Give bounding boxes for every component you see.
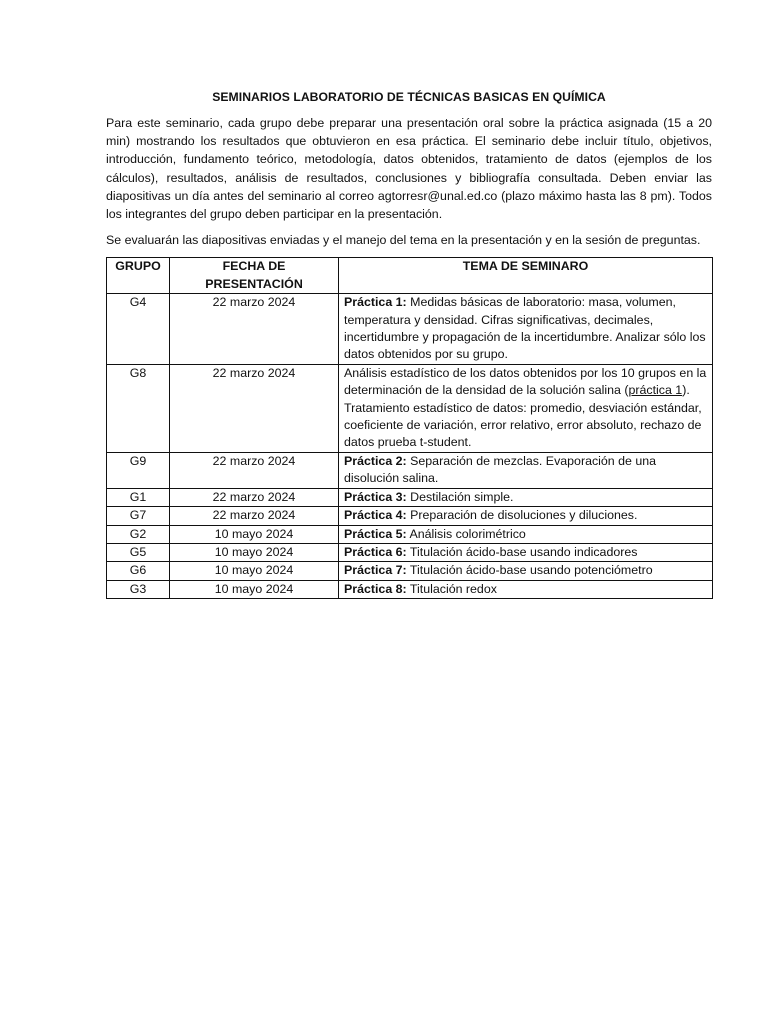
cell-tema [339,562,713,580]
table-row [107,294,713,365]
cell-grupo: G4 [107,294,170,365]
cell-fecha: 10 mayo 2024 [170,543,339,561]
table-row [107,507,713,525]
cell-tema [339,488,713,506]
document-title: SEMINARIOS LABORATORIO DE TÉCNICAS BASICAS EN QUÍMICA [212,90,606,104]
cell-tema [339,525,713,543]
practice-description: Preparación de disoluciones y diluciones. [406,508,638,523]
cell-fecha: 10 mayo 2024 [170,580,339,598]
instructions-paragraph: Para este seminario, cada grupo debe preparar una presentación oral sobre la práctica asignada (15 a 20 min) mostrando los resultados que obtuvieron en esa práctica. El seminario debe incluir título, objetivos, introducción, fundamento teórico, metodología, datos obtenidos, tratamiento de datos (ejemplos de los cálculos), resultados, análisis de resultados, conclusiones y bibliografía consultada. Deben enviar las diapositivas un día antes del seminario al correo agtorresr@unal.ed.co (plazo máximo hasta las 8 pm). Todos los integrantes del grupo deben participar en la presentación. [106,116,712,222]
cell-grupo: G6 [107,562,170,580]
table-row [107,580,713,598]
cell-grupo: G9 [107,452,170,488]
cell-grupo: G5 [107,543,170,561]
cell-fecha: 22 marzo 2024 [170,364,339,452]
practice-description: Titulación redox [406,581,497,596]
cell-grupo: G8 [107,364,170,452]
cell-fecha: 22 marzo 2024 [170,294,339,365]
practice-label: Práctica 8: [344,581,407,596]
practice-label: Práctica 2: [344,453,407,468]
practice-description: Separación de mezclas. Evaporación de una disolución salina. [344,453,657,486]
cell-fecha: 22 marzo 2024 [170,507,339,525]
practice-description: Destilación simple. [406,489,514,504]
cell-fecha: 22 marzo 2024 [170,488,339,506]
seminar-schedule-table [106,257,713,599]
table-row [107,452,713,488]
cell-fecha: 10 mayo 2024 [170,562,339,580]
cell-fecha: 22 marzo 2024 [170,452,339,488]
cell-grupo: G3 [107,580,170,598]
table-row [107,525,713,543]
table-row [107,364,713,452]
practice-label: Práctica 3: [344,489,407,504]
practice-1-link[interactable]: práctica 1 [628,383,683,398]
table-header-row [107,258,713,294]
cell-tema [339,507,713,525]
cell-tema [339,364,713,452]
cell-tema [339,543,713,561]
header-grupo: GRUPO [107,258,170,294]
practice-description: Titulación ácido-base usando potenciómetro [406,563,653,578]
cell-grupo: G1 [107,488,170,506]
practice-label: Práctica 4: [344,508,407,523]
table-row [107,543,713,561]
practice-description: Medidas básicas de laboratorio: masa, volumen, temperatura y densidad. Cifras significativas, decimales, incertidumbre y propagación de la incertidumbre. Analizar sólo los datos obtenidos por su grupo. [344,295,706,362]
header-fecha: FECHA DE PRESENTACIÓN [170,258,339,294]
cell-fecha: 10 mayo 2024 [170,525,339,543]
cell-tema [339,294,713,365]
practice-label: Práctica 6: [344,544,407,559]
practice-label: Práctica 5: [344,526,407,541]
cell-tema [339,452,713,488]
practice-label: Práctica 1: [344,295,407,310]
table-row [107,562,713,580]
practice-description-post: ). Tratamiento estadístico de datos: promedio, desviación estándar, coeficiente de variación, error relativo, error absoluto, rechazo de datos prueba t-student. [344,383,702,450]
evaluation-paragraph: Se evaluarán las diapositivas enviadas y el manejo del tema en la presentación y en la sesión de preguntas. [106,233,701,248]
cell-grupo: G7 [107,507,170,525]
practice-description: Titulación ácido-base usando indicadores [406,544,638,559]
practice-description: Análisis colorimétrico [406,526,526,541]
table-row [107,488,713,506]
practice-description-pre: Análisis estadístico de los datos obtenidos por los 10 grupos en la determinación de la densidad de la solución salina ( [344,365,707,398]
practice-label: Práctica 7: [344,563,407,578]
header-tema: TEMA DE SEMINARO [339,258,713,294]
cell-grupo: G2 [107,525,170,543]
cell-tema [339,580,713,598]
